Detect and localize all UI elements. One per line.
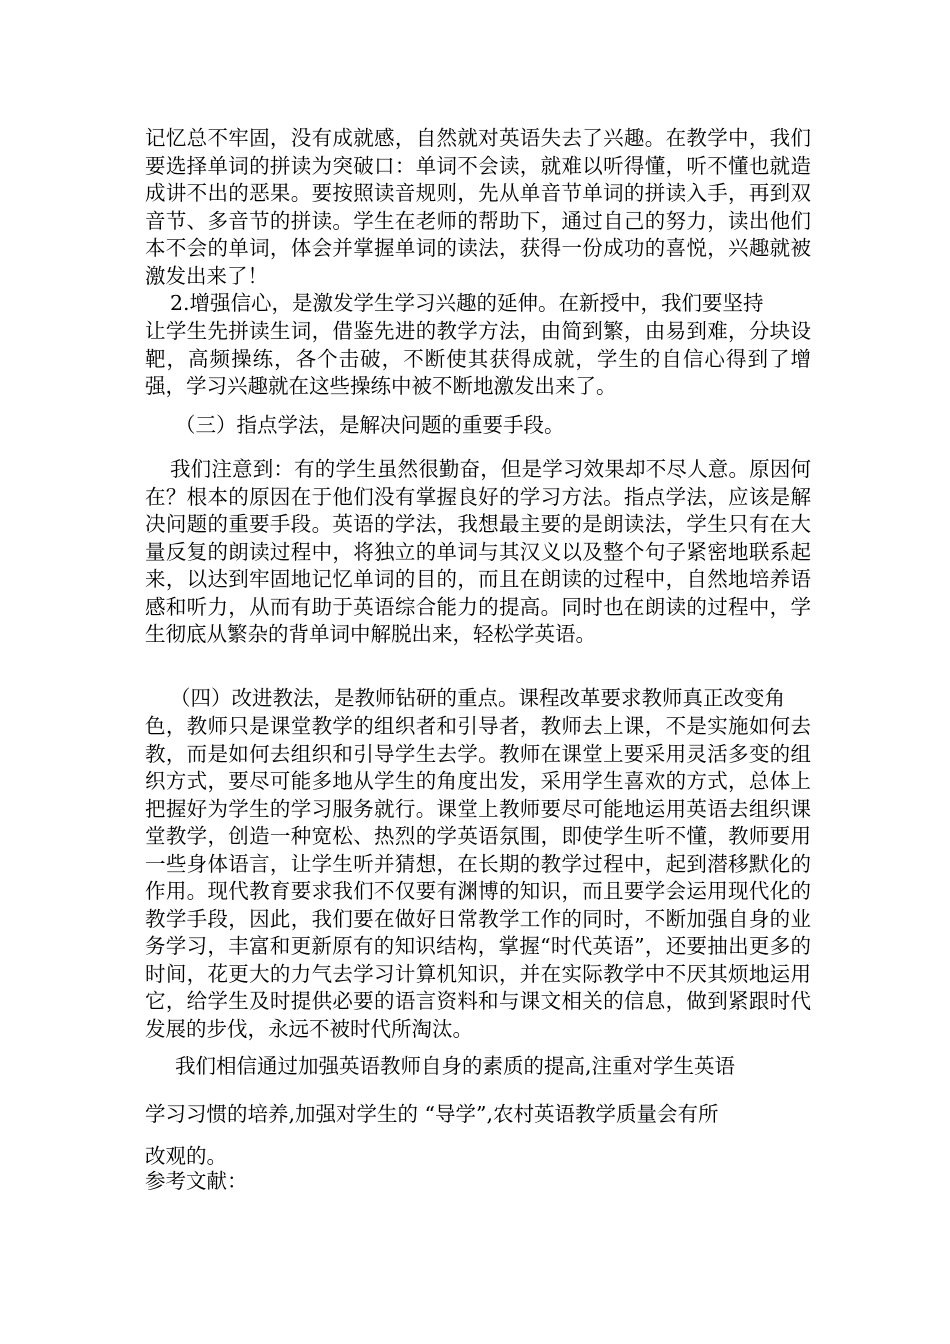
section-heading-four: （四）改进教法，是教师钻研的重点。课程改革要求教师真正改变角 (170, 686, 785, 710)
references-heading: 参考文献： (145, 1169, 248, 1193)
paragraph-conclusion-line3: 改观的。 (145, 1144, 227, 1168)
paragraph-conclusion-line2: 学习习惯的培养,加强对学生的 “导学”,农村英语教学质量会有所 (145, 1102, 719, 1126)
paragraph-conclusion-line1: 我们相信通过加强英语教师自身的素质的提高,注重对学生英语 (175, 1054, 736, 1078)
paragraph-teaching-method: 色，教师只是课堂教学的组织者和引导者，教师去上课，不是实施如何去教，而是如何去组织和引导学生去学。教师在课堂上要采用灵活多变的组织方式，要尽可能多地从学生的角度出发，采用学生喜欢的方式，总体上把握好为学生的学习服务就行。课堂上教师要尽可能地运用英语去组织课堂教学，创造一种宽松、热烈的学英语氛围，即使学生听不懂，教师要用一些身体语言，让学生听并猜想，在长期的教学过程中，起到潜移默化的作用。现代教育要求我们不仅要有渊博的知识，而且要学会运用现代化的教学手段，因此，我们要在做好日常教学工作的同时，不断加强自身的业务学习，丰富和更新原有的知识结构，掌握“时代英语”，还要抽出更多的时间，花更大的力气去学习计算机知识，并在实际教学中不厌其烦地运用它，给学生及时提供必要的语言资料和与课文相关的信息，做到紧跟时代发展的步伐，永远不被时代所淘汰。 (145, 714, 811, 1041)
section-heading-three: （三）指点学法，是解决问题的重要手段。 (175, 413, 565, 437)
paragraph-study-method: 我们注意到：有的学生虽然很勤奋，但是学习效果却不尽人意。原因何在？根本的原因在于他们没有掌握良好的学习方法。指点学法，应该是解决问题的重要手段。英语的学法，我想最主要的是朗读法，学生只有在大量反复的朗读过程中，将独立的单词与其汉义以及整个句子紧密地联系起来，以达到牢固地记忆单词的目的，而且在朗读的过程中，自然地培养语感和听力，从而有助于英语综合能力的提高。同时也在朗读的过程中，学生彻底从繁杂的背单词中解脱出来，轻松学英语。 (145, 457, 811, 646)
paragraph-confidence-body: 让学生先拼读生词，借鉴先进的教学方法，由简到繁，由易到难，分块设靶，高频操练，各个击破，不断使其获得成就，学生的自信心得到了增强，学习兴趣就在这些操练中被不断地激发出来了。 (145, 319, 811, 398)
paragraph-interest: 记忆总不牢固，没有成就感，自然就对英语失去了兴趣。在教学中，我们要选择单词的拼读为突破口：单词不会读，就难以听得懂，听不懂也就造成讲不出的恶果。要按照读音规则，先从单音节单词的拼读入手，再到双音节、多音节的拼读。学生在老师的帮助下，通过自己的努力，读出他们本不会的单词，体会并掌握单词的读法，获得一份成功的喜悦，兴趣就被激发出来了！ (145, 126, 811, 288)
paragraph-confidence-heading: 2.增强信心，是激发学生学习兴趣的延伸。在新授中，我们要坚持 (170, 291, 764, 315)
